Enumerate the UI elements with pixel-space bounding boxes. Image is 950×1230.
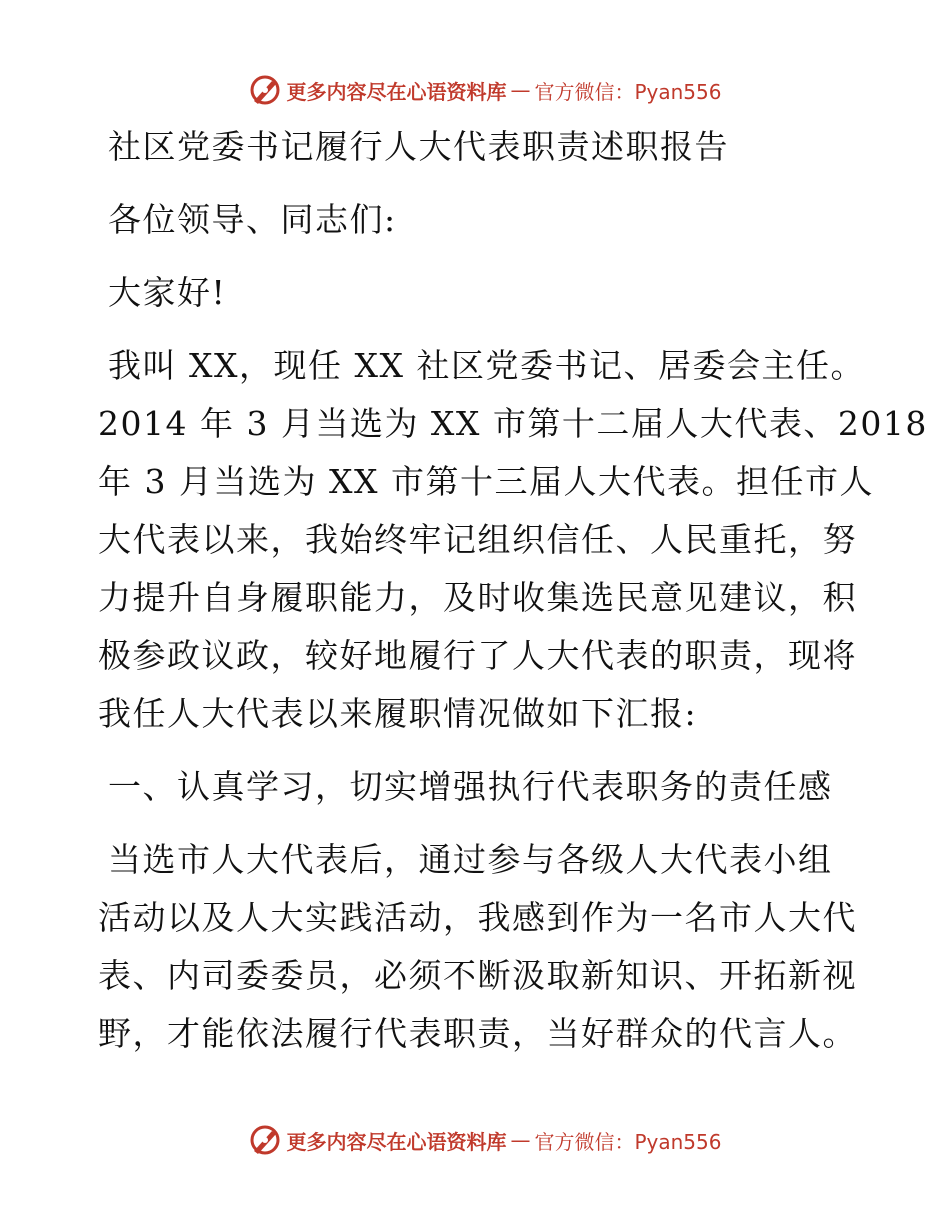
paragraph-line: 我任人大代表以来履职情况做如下汇报: [98,694,698,733]
paragraph-line: 表、内司委委员，必须不断汲取新知识、开拓新视 [98,956,857,995]
document-title: 社区党委书记履行人大代表职责述职报告 [108,127,729,166]
salutation: 各位领导、同志们: [108,200,397,239]
watermark-content [248,73,721,107]
watermark-text: 更多内容尽在心语资料库 [286,1129,507,1154]
paragraph-line: 活动以及人大实践活动，我感到作为一名市人大代 [98,898,857,937]
paragraph-line: 极参政议政，较好地履行了人大代表的职责，现将 [98,636,857,675]
greeting: 大家好! [108,273,227,312]
watermark-wechat: 官方微信：Pyan556 [534,79,722,104]
paragraph-line: 当选市人大代表后，通过参与各级人大代表小组 [108,840,833,879]
paragraph-line: 野，才能依法履行代表职责，当好群众的代言人。 [98,1014,857,1053]
watermark-dash: — [510,1128,531,1152]
paragraph-line: 大代表以来，我始终牢记组织信任、人民重托，努 [98,520,857,559]
section-heading-1: 一、认真学习，切实增强执行代表职务的责任感 [108,767,833,806]
watermark-wechat: 官方微信：Pyan556 [534,1129,722,1154]
paragraph-line: 年 3 月当选为 XX 市第十三届人大代表。担任市人 [98,462,874,501]
watermark-text: 更多内容尽在心语资料库 [286,79,507,104]
pen-seal-icon [248,1123,282,1157]
document-body [98,118,928,1063]
watermark-dash: — [510,78,531,102]
pen-seal-icon [248,73,282,107]
paragraph-line: 我叫 XX，现任 XX 社区党委书记、居委会主任。 [108,346,865,385]
paragraph-intro [98,337,928,743]
footer-watermark [0,1120,950,1160]
watermark-content [248,1123,721,1157]
paragraph-study [98,831,858,1063]
header-watermark [0,70,950,110]
paragraph-line: 力提升自身履职能力，及时收集选民意见建议，积 [98,578,857,617]
paragraph-line: 2014 年 3 月当选为 XX 市第十二届人大代表、2018 [98,404,928,443]
